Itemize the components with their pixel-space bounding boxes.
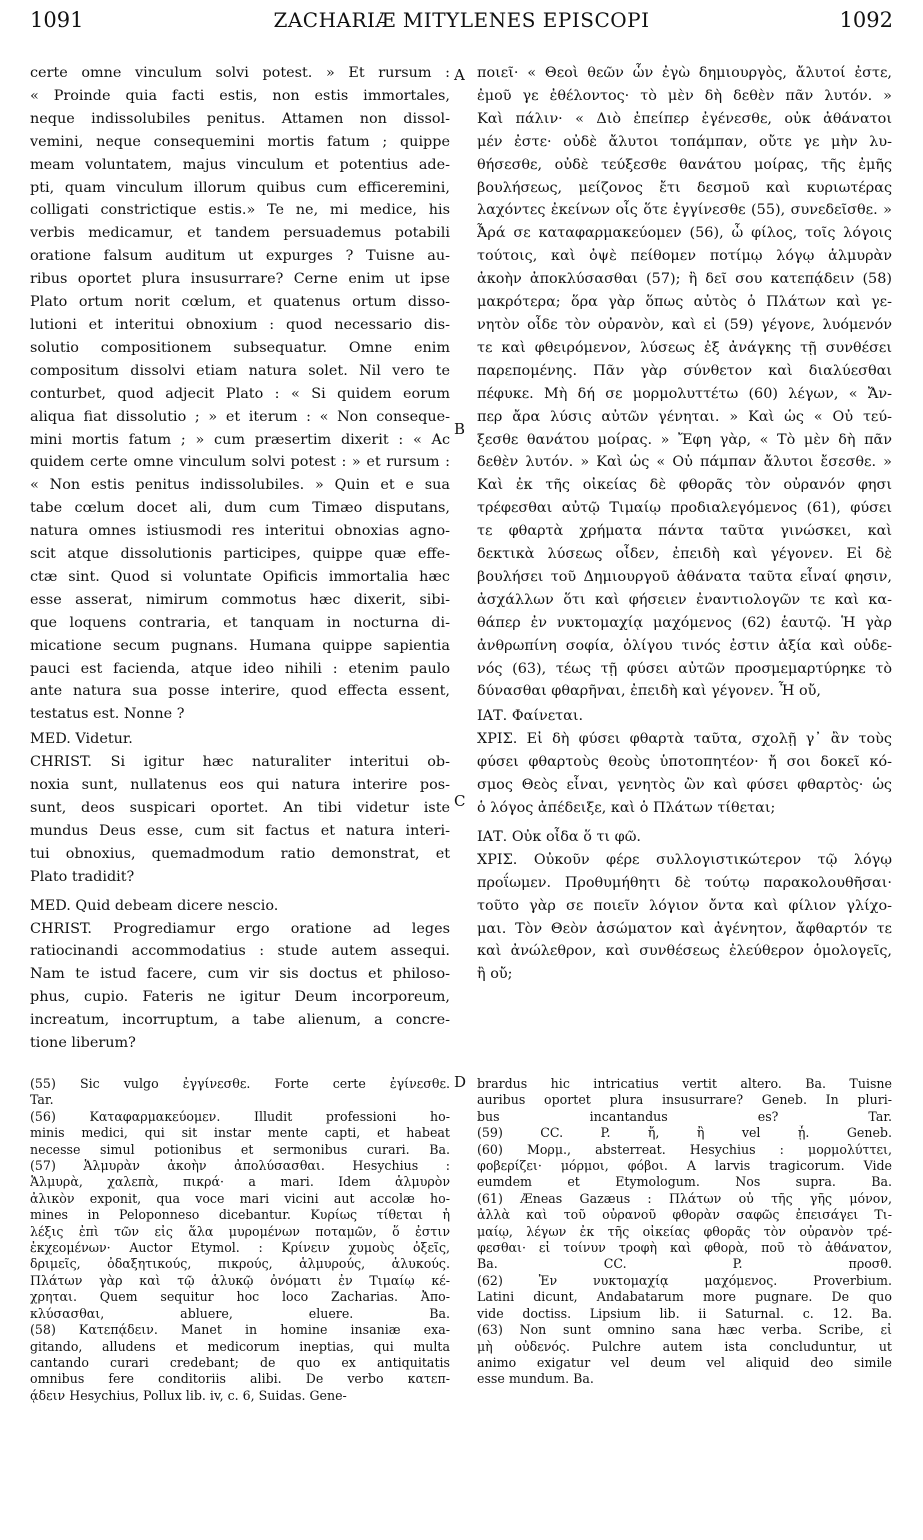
greek-speaker-line bbox=[477, 826, 892, 849]
text-line: natura omnes istiusmodi res interitui obnoxias agno- bbox=[30, 523, 450, 540]
text-line: τρέφεσθαι αὐτῷ Τιμαίῳ προδιαλεγόμενος (61), φύσει bbox=[477, 500, 892, 517]
text-line: κλύσασθαι, abluere, eluere. Ba. bbox=[30, 1305, 450, 1321]
text-line: noxia sunt, nullatenus eos qui natura interire pos- bbox=[30, 777, 450, 794]
text-line: CHRIST. Progrediamur ergo oratione ad leges bbox=[30, 920, 450, 937]
text-line: oratione falsum auditum ut expurges ? Tuisne au- bbox=[30, 248, 450, 265]
greek-paragraph bbox=[477, 62, 892, 703]
text-line: καὶ ἀνώλεθρον, καὶ συνθέσεως ἐλεύθερον ὁμολογεῖς, bbox=[477, 943, 892, 960]
text-line: παρεπομένης. Πᾶν γὰρ σύνθετον καὶ διαλύεσθαι bbox=[477, 362, 892, 379]
text-line: Ἁλμυρὰ, χαλεπὰ, πικρά· a mari. Idem ἁλμυρὸν bbox=[30, 1174, 450, 1190]
text-line: φοβερίζει· μόρμοι, φόβοι. A larvis tragicorum. Vide bbox=[477, 1158, 892, 1174]
text-line: μαίῳ, λέγων ἐκ τῆς οἰκείας φθορᾶς τὸν οὐρανὸν τρέ- bbox=[477, 1223, 892, 1239]
text-line: τοῦτο γὰρ σε ποιεῖν λόγιον ὄντα καὶ φίλιον γλίχο- bbox=[477, 897, 892, 914]
text-line: scit atque dissolutionis participes, quippe quæ effe- bbox=[30, 546, 450, 563]
text-line: brardus hic intricatius vertit altero. Ba. Tuisne bbox=[477, 1076, 892, 1091]
text-line: Ba. CC. P. προσθ. bbox=[477, 1256, 892, 1272]
text-line: βουλήσεως, μείζονος ἔτι δεσμοῦ καὶ κυριωτέρας bbox=[477, 179, 892, 196]
text-line: tabe cœlum docet ali, dum cum Timæo disputans, bbox=[30, 500, 450, 517]
text-line: δριμεῖς, ὀδαξητικούς, πικρούς, ἁλμυρούς, ἁλυκούς. bbox=[30, 1256, 450, 1272]
text-line: νητὸν οἶδε τὸν οὐρανὸν, καὶ εἰ (59) γέγονε, λυόμενόν bbox=[477, 316, 892, 333]
text-line: aliqua fiat dissolutio ; » et iterum : « Non conseque- bbox=[30, 408, 450, 425]
text-line: φεσθαι· εἰ τοίνυν τροφὴ καὶ φθορὰ, ποῦ τὸ ἀθάνατον, bbox=[477, 1240, 892, 1256]
text-line: (57) Ἁλμυρὰν ἀκοὴν ἀπολύσασθαι. Hesychius : bbox=[30, 1158, 450, 1174]
text-line: ctæ sint. Quod si voluntate Opificis immortalia hæc bbox=[30, 568, 450, 585]
text-line: gitando, alludens et medicorum ineptias, qui multa bbox=[30, 1338, 450, 1354]
text-line: μέν ἐστε· οὐδὲ ἄλυτοι τοπάμπαν, οὔτε γε μὴν λυ- bbox=[477, 133, 892, 150]
text-line: omnibus fere conditoriis alibi. De verbo κατεπ- bbox=[30, 1371, 450, 1387]
running-title: ZACHARIÆ MITYLENES EPISCOPI bbox=[273, 8, 650, 32]
text-line: ἀνθρωπίνη σοφία, ὀλίγου τινός ἐστιν ἀξία καὶ οὐδε- bbox=[477, 637, 892, 654]
text-line: ᾴδειν Hesychius, Pollux lib. iv, c. 6, Suidas. Gene- bbox=[30, 1387, 347, 1403]
text-line: ὁ λόγος ἀπέδειξε, καὶ ὁ Πλάτων τίθεται; bbox=[477, 800, 776, 816]
text-line: μὴ οὐδενός. Pulchre autem ista concluduntur, ut bbox=[477, 1338, 892, 1354]
text-line: σμος Θεὸς εἶναι, γενητὸς ὢν καὶ φύσει φθαρτὸς· ὡς bbox=[477, 777, 892, 794]
text-line: pti, quam vinculum illorum quibus cum efficeremini, bbox=[30, 179, 450, 196]
text-line: phus, cupio. Fateris ne igitur Deum incorporeum, bbox=[30, 989, 450, 1006]
text-line: θήσεσθε, οὐδὲ τεύξεσθε θανάτου μοίρας, τῆς ἐμῆς bbox=[477, 156, 892, 173]
right-column bbox=[477, 62, 892, 986]
text-line: conturbet, quod adjecit Plato : « Si quidem eorum bbox=[30, 385, 450, 402]
page-header bbox=[0, 2, 923, 42]
text-line: βουλήσει τοῦ Δημιουργοῦ ἀθάνατα ταῦτα εἶναί φησιν, bbox=[477, 568, 892, 585]
text-line: tione liberum? bbox=[30, 1035, 136, 1052]
text-line: sunt, deos suspicari oportet. An tibi videtur iste bbox=[30, 800, 450, 816]
text-line: vemini, neque consequemini mortis fatum ; quippe bbox=[30, 133, 450, 150]
footnotes-left bbox=[30, 1076, 450, 1404]
text-line: meam voluntatem, majus vinculum et potentius ade- bbox=[30, 156, 450, 173]
text-line: ἢ οὔ; bbox=[477, 966, 513, 983]
text-line: περ ἄρα λύσις αὐτῶν γένηται. » Καὶ ὡς « Οὐ τεύ- bbox=[477, 408, 892, 425]
text-line: πέφυκε. Μὴ δή σε μορμολυττέτω (60) λέγων, « Ἄν- bbox=[477, 385, 892, 402]
text-line: (55) Sic vulgo ἐγγίνεσθε. Forte certe ἐγίνεσθε. bbox=[30, 1076, 450, 1091]
text-line: mini mortis fatum ; » cum præsertim dixerit : « Ac bbox=[30, 431, 450, 448]
text-line: verbis medicamur, et tandem persuademus potabili bbox=[30, 225, 450, 242]
text-line: λέξις ἐπὶ τῶν εἰς ἅλα μυρομένων ποταμῶν, ὅ ἐστιν bbox=[30, 1223, 450, 1239]
text-line: (58) Κατεπᾴδειν. Manet in homine insaniæ exa- bbox=[30, 1322, 450, 1338]
text-line: δεκτικὰ λύσεως οἶδεν, ἐπειδὴ καὶ γέγονεν. Εἰ δὲ bbox=[477, 546, 892, 563]
text-line: λαχόντες ἐκείνων οἷς ὅτε ἐγγίνεσθε (55), συνεδεῖσθε. » bbox=[477, 202, 892, 219]
text-line: μαι. Τὸν Θεὸν ἀσώματον καὶ ἀγένητον, ἄφθαρτόν τε bbox=[477, 920, 892, 937]
text-line: cantando curari credebant; de quo ex antiquitatis bbox=[30, 1354, 450, 1370]
text-line: increatum, incorruptum, a tabe alienum, a concre- bbox=[30, 1012, 450, 1029]
margin-mark-c: C bbox=[454, 792, 466, 810]
text-line: bus incantandus es? Tar. bbox=[477, 1108, 892, 1124]
text-line: τούτοις, καὶ ὀψὲ πείθομεν ποτίμῳ λόγῳ ἁλμυρὰν bbox=[477, 248, 892, 265]
text-line: φύσει φθαρτοὺς θεοὺς ὑποτοπητέον· ἤ σοι δοκεῖ κό- bbox=[477, 754, 892, 771]
latin-speaker-line bbox=[30, 895, 450, 918]
text-line: tui obnoxius, quemadmodum ratio demonstrat, et bbox=[30, 845, 450, 862]
latin-speaker-line bbox=[30, 728, 450, 751]
text-line: neque indissolubiles penitus. Attamen non dissol- bbox=[30, 110, 450, 127]
greek-paragraph bbox=[477, 849, 892, 986]
text-line: (56) Καταφαρμακεύομεν. Illudit professioni ho- bbox=[30, 1108, 450, 1124]
text-line: MED. Quid debeam dicere nescio. bbox=[30, 897, 279, 914]
text-line: μακρότερα; ὅρα γὰρ ὅπως αὐτὸς ὁ Πλάτων καὶ γε- bbox=[477, 294, 892, 311]
text-line: δύνασθαι φθαρῆναι, ἐπειδὴ καὶ γέγονεν. Ἦ οὔ, bbox=[477, 683, 821, 700]
text-line: solutio compositionem subsequatur. Omne enim bbox=[30, 339, 450, 356]
text-line: χρηται. Quem sequitur hoc loco Zacharias. Ἀπο- bbox=[30, 1289, 450, 1305]
text-line: necesse simul potionibus et sermonibus curari. Ba. bbox=[30, 1141, 450, 1157]
text-line: compositum dissolvi etiam natura solet. Nil vero te bbox=[30, 362, 450, 379]
text-line: (62) Ἐν νυκτομαχίᾳ μαχόμενος. Proverbium. bbox=[477, 1272, 892, 1288]
left-column bbox=[30, 62, 450, 1055]
text-line: MED. Videtur. bbox=[30, 731, 133, 748]
text-line: « Proinde quia facti estis, non estis immortales, bbox=[30, 87, 450, 104]
text-line: ἀκοὴν ἀποκλύσασθαι (57); ἢ δεῖ σου κατεπᾴδειν (58) bbox=[477, 271, 892, 288]
text-line: ratiocinandi accommodatius : stude autem assequi. bbox=[30, 943, 450, 960]
text-line: (61) Æneas Gazæus : Πλάτων οὐ τῆς γῆς μόνον, bbox=[477, 1190, 892, 1206]
text-line: micatione secum pugnans. Humana quippe sapientia bbox=[30, 637, 450, 654]
latin-paragraph bbox=[30, 751, 450, 888]
greek-speaker-line bbox=[477, 705, 892, 728]
margin-mark-b: B bbox=[454, 420, 466, 438]
text-line: « Non estis penitus indissolubiles. » Quin et e sua bbox=[30, 477, 450, 494]
text-line: (59) CC. P. ἤ, ἢ vel ᾗ. Geneb. bbox=[477, 1125, 892, 1141]
text-line: que loquens contraria, et tanquam in nocturna di- bbox=[30, 614, 450, 631]
text-line: ἐμοῦ γε ἐθέλοντος· τὸ μὲν δὴ δεθὲν πᾶν λυτόν. » bbox=[477, 87, 892, 104]
text-line: minis medici, qui sit instar mente capti, et habeat bbox=[30, 1125, 450, 1141]
page-number-left: 1091 bbox=[30, 8, 84, 32]
text-line: Nam te istud facere, cum vir sis doctus et philoso- bbox=[30, 966, 450, 983]
text-line: testatus est. Nonne ? bbox=[30, 706, 185, 723]
text-line: Καὶ πάλιν· « Διὸ ἐπείπερ ἐγένεσθε, οὐκ ἀθάνατοι bbox=[477, 110, 892, 127]
text-line: colligati constrictique estis.» Te ne, mi medice, his bbox=[30, 202, 450, 219]
text-line: ἀλλὰ καὶ τοῦ οὐρανοῦ φθορὰν σαφῶς ἐπεισάγει Τι- bbox=[477, 1207, 892, 1223]
text-line: ξεσθε θανάτου μοίρας. » Ἔφη γὰρ, « Τὸ μὲν δὴ πᾶν bbox=[477, 431, 892, 448]
text-line: Plato tradidit? bbox=[30, 868, 135, 885]
text-line: Πλάτων γὰρ καὶ τῷ ἁλυκῷ ὀνόματι ἐν Τιμαίῳ κέ- bbox=[30, 1272, 450, 1288]
text-line: ἀλικὸν exponit, qua voce mari vicini aut accolæ ho- bbox=[30, 1190, 450, 1206]
text-line: ποιεῖ· « Θεοὶ θεῶν ὧν ἐγὼ δημιουργὸς, ἄλυτοί ἐστε, bbox=[477, 65, 892, 81]
text-line: ante natura sua posse interire, quod effecta essent, bbox=[30, 683, 450, 700]
text-line: ἀσχάλλων ὅτι καὶ φήσειεν ἐναντιολογῶν τε καὶ κα- bbox=[477, 591, 892, 608]
text-line: auribus oportet plura insusurrare? Geneb. In pluri- bbox=[477, 1092, 892, 1108]
text-line: Καὶ ἐκ τῆς οἰκείας δὲ φθορᾶς τὸν οὐρανόν φησι bbox=[477, 477, 892, 494]
text-line: νός (63), τέως τῇ φύσει αὐτῶν προσμεμαρτύρηκε τὸ bbox=[477, 660, 892, 677]
text-line: δεθὲν λυτόν. » Καὶ ὡς « Οὐ πάμπαν ἄλυτοι ἔσεσθε. » bbox=[477, 454, 892, 471]
text-line: (60) Μορμ., absterreat. Hesychius : μορμολύττει, bbox=[477, 1141, 892, 1157]
text-line: pauci est facienda, atque ideo nihili : etenim paulo bbox=[30, 660, 450, 677]
text-line: vide doctiss. Lipsium lib. ii Saturnal. c. 12. Ba. bbox=[477, 1305, 892, 1321]
text-line: θάπερ ἐν νυκτομαχίᾳ μαχόμενος (62) ἑαυτῷ. Ἡ γὰρ bbox=[477, 614, 892, 631]
text-line: Plato ortum norit cœlum, et quatenus ortum disso- bbox=[30, 294, 450, 311]
text-line: ΙΑΤ. Οὐκ οἶδα ὅ τι φῶ. bbox=[477, 828, 642, 845]
text-line: ΧΡΙΣ. Οὐκοῦν φέρε συλλογιστικώτερον τῷ λόγῳ bbox=[477, 851, 892, 868]
margin-mark-a: A bbox=[454, 66, 465, 84]
text-line: eumdem et Etymologum. Nos supra. Ba. bbox=[477, 1174, 892, 1190]
footnotes-right bbox=[477, 1076, 892, 1388]
latin-paragraph bbox=[30, 62, 450, 726]
text-line: quidem certe omne vinculum solvi potest : » et rursum : bbox=[30, 454, 450, 471]
text-line: (63) Non sunt omnino sana hæc verba. Scribe, εἰ bbox=[477, 1322, 892, 1338]
text-line: ἐκχεομένων· Auctor Etymol. : Κρίνειν χυμοὺς ὀξεῖς, bbox=[30, 1240, 450, 1256]
text-line: Tar. bbox=[30, 1092, 54, 1108]
text-line: Ἆρά σε καταφαρμακεύομεν (56), ὦ φίλος, τοῖς λόγοις bbox=[477, 225, 892, 242]
greek-paragraph bbox=[477, 728, 892, 820]
text-line: mines in Peloponneso dicebantur. Κυρίως τίθεται ἡ bbox=[30, 1207, 450, 1223]
text-line: ΙΑΤ. Φαίνεται. bbox=[477, 708, 584, 725]
text-line: τε καὶ φθειρόμενον, λύσεως ἐξ ἀνάγκης τῇ συνθέσει bbox=[477, 339, 892, 356]
page-number-right: 1092 bbox=[839, 8, 893, 32]
text-line: ΧΡΙΣ. Εἰ δὴ φύσει φθαρτὰ ταῦτα, σχολῇ γ᾽ ἂν τοὺς bbox=[477, 731, 892, 748]
text-line: animo exigatur vel deum vel aliquid deo simile bbox=[477, 1354, 892, 1370]
text-line: CHRIST. Si igitur hæc naturaliter interitui ob- bbox=[30, 754, 450, 771]
text-line: mundus Deus esse, cum sit factus et natura interi- bbox=[30, 822, 450, 839]
latin-paragraph bbox=[30, 918, 450, 1055]
text-line: esse mundum. Ba. bbox=[477, 1371, 594, 1387]
text-line: προΐωμεν. Προθυμήθητι δὲ τούτῳ παρακολουθῆσαι· bbox=[477, 874, 892, 891]
text-line: lutioni et interitui obnoxium : quod necessario dis- bbox=[30, 316, 450, 333]
margin-mark-d: D bbox=[454, 1073, 467, 1091]
text-line: τε φθαρτὰ χρήματα πάντα ταῦτα γινώσκει, καὶ bbox=[477, 523, 892, 540]
text-line: certe omne vinculum solvi potest. » Et rursum : bbox=[30, 65, 450, 81]
text-line: ribus oportet plura insusurrare? Cerne enim ut ipse bbox=[30, 271, 450, 288]
text-line: esse asserat, nimirum commotus hæc dixerit, sibi- bbox=[30, 591, 450, 608]
text-line: Latini dicunt, Andabatarum more pugnare. De quo bbox=[477, 1289, 892, 1305]
